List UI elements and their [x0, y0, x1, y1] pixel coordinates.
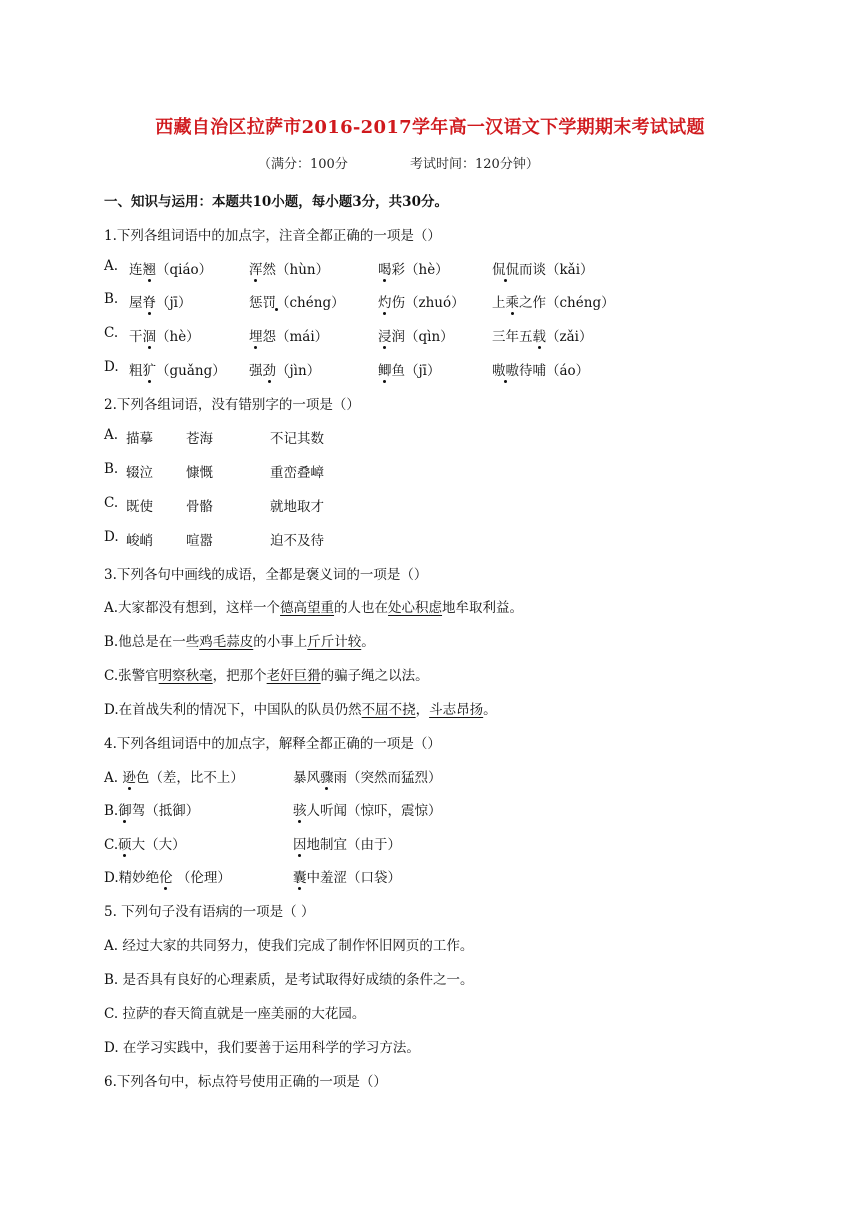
word-item: 峻峭: [126, 533, 153, 549]
option-label: C.: [104, 325, 119, 341]
option-label: D.: [104, 529, 119, 545]
word-item: 迫不及待: [270, 533, 324, 549]
definition-item: 囊中羞涩（口袋）: [293, 866, 401, 886]
option-label: D.: [104, 359, 119, 375]
option-label: B.: [104, 461, 119, 477]
word-item: 就地取才: [270, 499, 324, 515]
question-5-stem: 5. 下列句子没有语病的一项是（ ）: [104, 904, 315, 920]
question-4-stem: 4.下列各组词语中的加点字，解释全都正确的一项是（）: [104, 736, 441, 752]
full-score: （满分：100分: [258, 157, 348, 172]
word-item: 骨骼: [186, 499, 213, 515]
pinyin-item: 浑然（hùn）: [249, 258, 329, 278]
word-item: 重峦叠嶂: [270, 465, 324, 481]
pinyin-item: 上乘之作（chéng）: [492, 291, 615, 311]
question-3-stem: 3.下列各句中画线的成语，全都是褒义词的一项是（）: [104, 567, 428, 583]
word-item: 既使: [126, 499, 153, 515]
pinyin-item: 浸润（qìn）: [378, 325, 454, 345]
pinyin-item: 强劲（jìn）: [249, 359, 320, 379]
pinyin-item: 干涸（hè）: [129, 325, 200, 345]
pinyin-item: 粗犷（guǎng）: [129, 359, 226, 379]
pinyin-item: 埋怨（mái）: [249, 325, 328, 345]
definition-item: A. 逊色（差，比不上）: [104, 766, 244, 786]
definition-item: 暴风骤雨（突然而猛烈）: [293, 766, 442, 786]
question-5-option-a: A. 经过大家的共同努力，使我们完成了制作怀旧网页的工作。: [104, 938, 474, 954]
question-5-option-b: B. 是否具有良好的心理素质，是考试取得好成绩的条件之一。: [104, 972, 474, 988]
definition-item: 因地制宜（由于）: [293, 833, 401, 853]
option-label: B.: [104, 291, 119, 307]
word-item: 描摹: [126, 431, 153, 447]
question-5-option-d: D. 在学习实践中，我们要善于运用科学的学习方法。: [104, 1040, 420, 1056]
definition-item: 骇人听闻（惊吓，震惊）: [293, 799, 442, 819]
question-5-option-c: C. 拉萨的春天简直就是一座美丽的大花园。: [104, 1006, 366, 1022]
exam-time: 考试时间：120分钟）: [410, 157, 539, 172]
pinyin-item: 三年五载（zǎi）: [492, 325, 592, 345]
pinyin-item: 屋脊（jī）: [129, 291, 192, 311]
question-1-stem: 1.下列各组词语中的加点字，注音全都正确的一项是（）: [104, 228, 441, 244]
word-item: 苍海: [186, 431, 213, 447]
question-3-option-d: D.在首战失利的情况下，中国队的队员仍然不屈不挠，斗志昂扬。: [104, 702, 497, 718]
word-item: 不记其数: [270, 431, 324, 447]
pinyin-item: 嗷嗷待哺（áo）: [492, 359, 589, 379]
section-heading: 一、知识与运用：本题共10小题，每小题3分，共30分。: [104, 194, 448, 210]
question-2-stem: 2.下列各组词语，没有错别字的一项是（）: [104, 397, 360, 413]
question-3-option-b: B.他总是在一些鸡毛蒜皮的小事上斤斤计较。: [104, 634, 375, 650]
definition-item: D.精妙绝伦 （伦理）: [104, 866, 231, 886]
pinyin-item: 喝彩（hè）: [378, 258, 449, 278]
option-label: C.: [104, 495, 119, 511]
pinyin-item: 灼伤（zhuó）: [378, 291, 465, 311]
word-item: 喧嚣: [186, 533, 213, 549]
pinyin-item: 鲫鱼（jī）: [378, 359, 441, 379]
definition-item: B.御驾（抵御）: [104, 799, 199, 819]
definition-item: C.硕大（大）: [104, 833, 186, 853]
option-label: A.: [104, 427, 119, 443]
pinyin-item: 惩罚（chéng）: [249, 295, 345, 311]
pinyin-item: 连翘（qiáo）: [129, 258, 212, 278]
option-label: A.: [104, 258, 119, 274]
word-item: 慷慨: [186, 465, 213, 481]
question-3-option-a: A.大家都没有想到，这样一个德高望重的人也在处心积虑地牟取利益。: [104, 600, 524, 616]
page-title: 西藏自治区拉萨市2016-2017学年高一汉语文下学期期末考试试题: [155, 117, 705, 138]
word-item: 辍泣: [126, 465, 153, 481]
pinyin-item: 侃侃而谈（kǎi）: [492, 258, 594, 278]
question-6-stem: 6.下列各句中，标点符号使用正确的一项是（）: [104, 1074, 387, 1090]
question-3-option-c: C.张警官明察秋毫，把那个老奸巨猾的骗子绳之以法。: [104, 668, 429, 684]
